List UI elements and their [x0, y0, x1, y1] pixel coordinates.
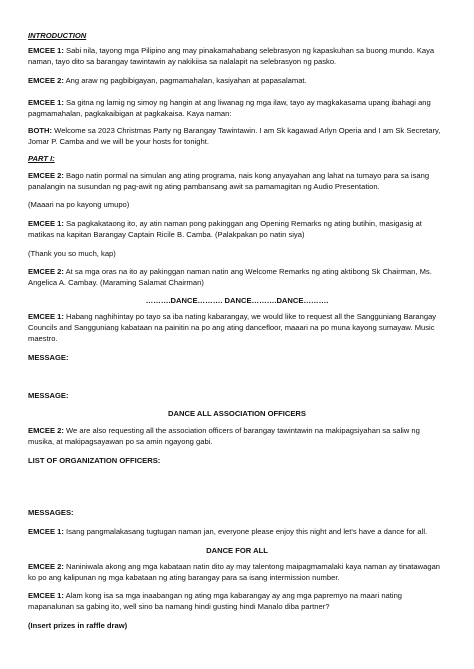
message-label-1: MESSAGE:	[28, 353, 69, 362]
note-thank-you-kap: (Thank you so much, kap)	[28, 249, 116, 258]
paragraph-text: Naniniwala akong ang mga kabataan natin dito ay may talentong maipagmamalaki kaya naman ay tinatawagan ko po ang kalipunan ng mga kabataan ng ating barangay para sa isang intermission number.	[28, 562, 441, 583]
paragraph-emcee2-intro	[28, 75, 448, 86]
speaker-label: EMCEE 1:	[28, 98, 64, 107]
paragraph-text: Sa gitna ng lamig ng simoy ng hangin at ang liwanag ng mga ilaw, tayo ay magkakasama upang ibahagi ang pagmamahalan, pagkakaibigan at pagkakaisa. Kaya naman:	[28, 98, 431, 119]
speaker-label: EMCEE 1:	[28, 527, 64, 536]
paragraph-emcee1-gitna	[28, 97, 448, 119]
speaker-label: EMCEE 1:	[28, 312, 64, 321]
paragraph-text: Habang naghihintay po tayo sa iba nating kabarangay, we would like to request all the Sangguniang Barangay Councils and Sangguniang kabataan na painitin na po ang ating dancefloor, maaari na po muna kayong sumayaw. Music maestro.	[28, 312, 437, 344]
speaker-label: BOTH:	[28, 126, 53, 135]
paragraph-text: We are also requesting all the association officers of barangay tawintawin na makipagsiyahan sa saliw ng musika, at makipagsayawan po sa amin ngayong gabi.	[28, 426, 420, 447]
paragraph-emcee1-opening-remarks	[28, 218, 448, 240]
speaker-label: EMCEE 2:	[28, 426, 64, 435]
message-label-2: MESSAGE:	[28, 391, 69, 400]
paragraph-text: Sabi nila, tayong mga Pilipino ang may pinakamahabang selebrasyon ng kapaskuhan sa buong mundo. Kaya naman, tayo dito sa barangay tawintawin ay nakikiisa sa nalalapit na selebrasyon ng pasko.	[28, 46, 435, 67]
note-insert-prizes: (Insert prizes in raffle draw)	[28, 621, 128, 630]
paragraph-emcee2-prayer	[28, 170, 448, 192]
paragraph-emcee2-intermission	[28, 561, 448, 583]
paragraph-both-welcome	[28, 125, 448, 147]
paragraph-text: Isang pangmalakasang tugtugan naman jan, everyone please enjoy this night and let's have a dance for all.	[66, 527, 428, 536]
speaker-label: EMCEE 2:	[28, 171, 64, 180]
list-of-officers-label: LIST OF ORGANIZATION OFFICERS:	[28, 456, 161, 465]
paragraph-text: Sa pagkakataong ito, ay atin naman pong pakinggan ang Opening Remarks ng ating butihin, masigasig at matikas na kapitan Barangay Captain Ricile B. Camba. (Palakpakan po natin siya)	[28, 219, 422, 240]
paragraph-emcee1-dance-for-all	[28, 526, 448, 537]
speaker-label: EMCEE 2:	[28, 562, 64, 571]
paragraph-text: At sa mga oras na ito ay pakinggan naman natin ang Welcome Remarks ng ating aktibong Sk Chairman, Ms. Angelica A. Cambay. (Maraming Salamat Chairman)	[28, 267, 432, 288]
speaker-label: EMCEE 1:	[28, 46, 64, 55]
paragraph-emcee1-dancefloor	[28, 311, 448, 345]
paragraph-text: Welcome sa 2023 Christmas Party ng Barangay Tawintawin. I am Sk kagawad Arlyn Operia and I am Sk Secretary, Jomar P. Camba and we will be your hosts for tonight.	[28, 126, 441, 147]
speaker-label: EMCEE 2:	[28, 267, 64, 276]
speaker-label: EMCEE 2:	[28, 76, 64, 85]
paragraph-emcee2-officers	[28, 425, 448, 447]
heading-part-1: PART I:	[28, 154, 55, 163]
paragraph-text: Bago natin pormal na simulan ang ating programa, nais kong anyayahan ang lahat na tumayo para sa isang panalangin na susundan ng pag-awit ng ating pambansang awit sa pamamagitan ng Audio Presentation.	[28, 171, 430, 192]
heading-introduction: INTRODUCTION	[28, 31, 87, 40]
paragraph-text: Alam kong isa sa mga inaabangan ng ating mga kabarangay ay ang mga papremyo na maari nating mapanalunan sa gabing ito, well sino ba namang hindi gusting hindi Manalo diba partner?	[28, 591, 403, 612]
paragraph-emcee1-prizes	[28, 590, 448, 612]
dance-line: ……….DANCE………. DANCE……….DANCE……….	[145, 296, 329, 305]
heading-dance-for-all: DANCE FOR ALL	[206, 546, 268, 555]
speaker-label: EMCEE 1:	[28, 591, 64, 600]
paragraph-emcee2-welcome-remarks	[28, 266, 448, 288]
paragraph-text: Ang araw ng pagbibigayan, pagmamahalan, kasiyahan at papasalamat.	[65, 76, 307, 85]
messages-label: MESSAGES:	[28, 508, 74, 517]
speaker-label: EMCEE 1:	[28, 219, 64, 228]
paragraph-emcee1-intro	[28, 45, 448, 67]
note-umupo: (Maaari na po kayong umupo)	[28, 200, 130, 209]
heading-dance-all-officers: DANCE ALL ASSOCIATION OFFICERS	[168, 409, 306, 418]
